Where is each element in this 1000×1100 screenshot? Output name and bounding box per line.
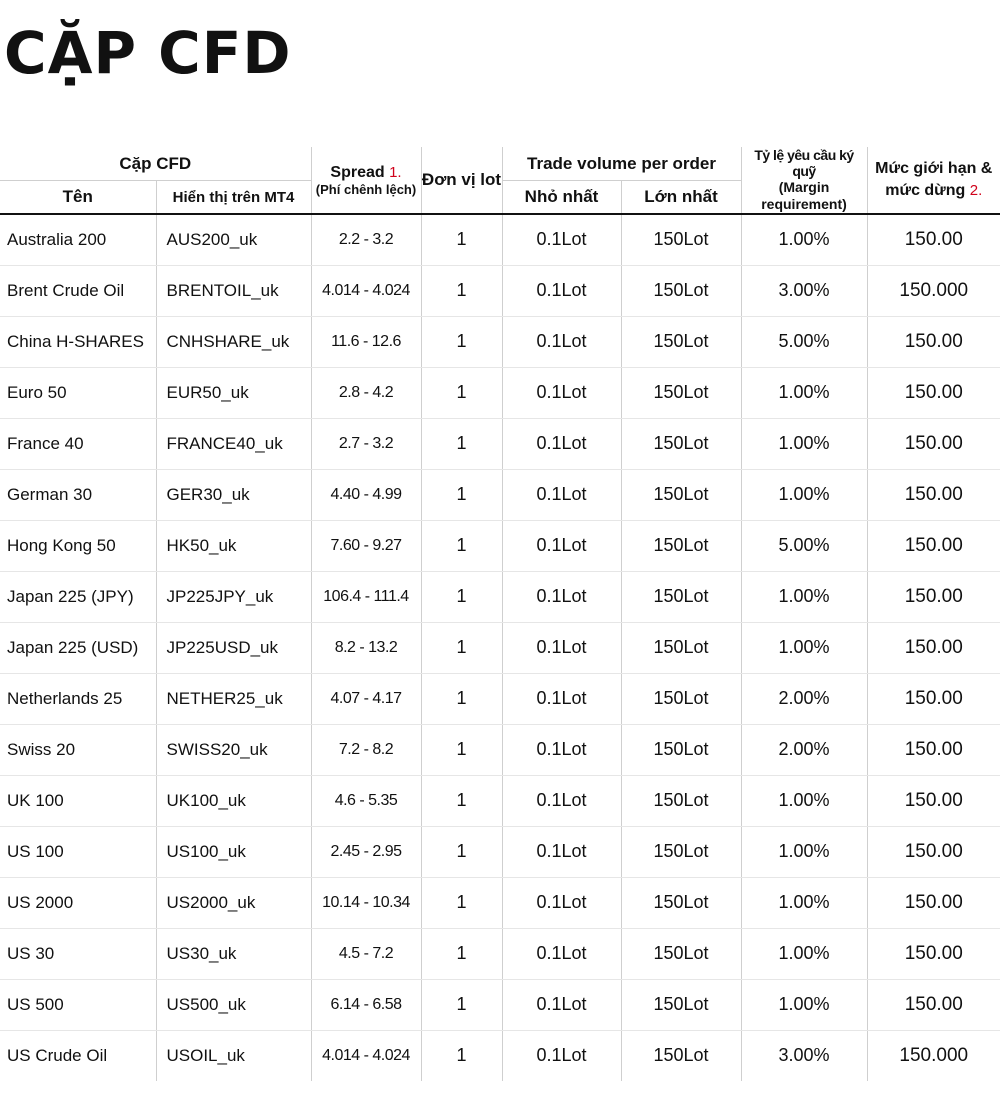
cell-lot-unit: 1 [421,877,502,928]
header-limit-stop [867,147,1000,214]
cell-spread: 2.7 - 3.2 [311,418,421,469]
cell-max-volume: 150Lot [621,724,741,775]
cell-limit-stop: 150.00 [867,418,1000,469]
cell-limit-stop: 150.00 [867,877,1000,928]
cell-mt4-symbol: US100_uk [156,826,311,877]
header-mt4-display: Hiển thị trên MT4 [156,181,311,215]
table-row [0,265,1000,316]
cell-max-volume: 150Lot [621,469,741,520]
cell-min-volume: 0.1Lot [502,979,621,1030]
cell-max-volume: 150Lot [621,928,741,979]
cell-min-volume: 0.1Lot [502,316,621,367]
cell-max-volume: 150Lot [621,265,741,316]
cell-margin: 5.00% [741,520,867,571]
table-row [0,469,1000,520]
table-header [0,147,1000,214]
cell-lot-unit: 1 [421,520,502,571]
cell-max-volume: 150Lot [621,520,741,571]
table-row [0,520,1000,571]
cell-spread: 4.40 - 4.99 [311,469,421,520]
cell-mt4-symbol: CNHSHARE_uk [156,316,311,367]
cell-margin: 1.00% [741,214,867,265]
cell-max-volume: 150Lot [621,673,741,724]
cell-max-volume: 150Lot [621,214,741,265]
cell-max-volume: 150Lot [621,622,741,673]
cell-name: Netherlands 25 [0,673,156,724]
cell-limit-stop: 150.00 [867,775,1000,826]
header-group-cfd-pair: Cặp CFD [0,147,311,181]
cell-margin: 5.00% [741,316,867,367]
header-spread-label: Spread [330,163,385,181]
cell-margin: 2.00% [741,724,867,775]
cell-spread: 4.5 - 7.2 [311,928,421,979]
cell-margin: 1.00% [741,469,867,520]
cell-margin: 1.00% [741,622,867,673]
table-row [0,979,1000,1030]
table-row [0,826,1000,877]
cell-lot-unit: 1 [421,673,502,724]
cell-lot-unit: 1 [421,367,502,418]
cell-lot-unit: 1 [421,928,502,979]
table-row [0,418,1000,469]
cell-min-volume: 0.1Lot [502,622,621,673]
cell-min-volume: 0.1Lot [502,520,621,571]
cell-limit-stop: 150.00 [867,520,1000,571]
cell-mt4-symbol: EUR50_uk [156,367,311,418]
cell-max-volume: 150Lot [621,367,741,418]
table-row [0,622,1000,673]
cell-limit-stop: 150.000 [867,265,1000,316]
cell-mt4-symbol: USOIL_uk [156,1030,311,1081]
cell-lot-unit: 1 [421,265,502,316]
cell-min-volume: 0.1Lot [502,265,621,316]
cell-max-volume: 150Lot [621,571,741,622]
cell-lot-unit: 1 [421,316,502,367]
cell-limit-stop: 150.00 [867,673,1000,724]
cell-name: US Crude Oil [7,1045,108,1065]
cell-limit-stop: 150.00 [867,826,1000,877]
cell-spread: 2.8 - 4.2 [311,367,421,418]
cell-spread: 4.014 - 4.024 [311,1030,421,1081]
cell-min-volume: 0.1Lot [502,826,621,877]
cell-lot-unit: 1 [421,469,502,520]
header-margin [741,147,867,214]
cell-max-volume: 150Lot [621,1030,741,1081]
table-row [0,775,1000,826]
cell-spread: 7.60 - 9.27 [311,520,421,571]
cell-name: Hong Kong 50 [0,520,156,571]
cell-max-volume: 150Lot [621,979,741,1030]
cell-limit-stop: 150.00 [867,571,1000,622]
cell-mt4-symbol: US500_uk [156,979,311,1030]
cell-min-volume: 0.1Lot [502,418,621,469]
cell-name: US 500 [0,979,156,1030]
page-title: CẶP CFD [4,19,292,87]
footnote-marker-2: 2. [969,182,983,199]
table-row [0,673,1000,724]
cell-lot-unit: 1 [421,214,502,265]
header-name: Tên [0,181,156,215]
cell-limit-stop: 150.00 [867,928,1000,979]
cell-min-volume: 0.1Lot [502,214,621,265]
cell-limit-stop: 150.00 [867,316,1000,367]
table-row [0,316,1000,367]
header-min-volume: Nhỏ nhất [502,181,621,215]
header-spread [311,147,421,214]
table-body [0,214,1000,1081]
cell-name: France 40 [0,418,156,469]
cell-lot-unit: 1 [421,622,502,673]
cell-min-volume: 0.1Lot [502,775,621,826]
cell-name: UK 100 [0,775,156,826]
cfd-pairs-table [0,147,1000,1081]
cell-min-volume: 0.1Lot [502,673,621,724]
cell-name: German 30 [0,469,156,520]
table-row [0,1030,1000,1081]
cell-mt4-symbol: NETHER25_uk [156,673,311,724]
cell-spread: 2.45 - 2.95 [311,826,421,877]
cell-margin: 1.00% [741,826,867,877]
cell-min-volume: 0.1Lot [502,571,621,622]
cell-name: Swiss 20 [0,724,156,775]
cell-margin: 1.00% [741,418,867,469]
cell-spread: 11.6 - 12.6 [311,316,421,367]
cell-limit-stop: 150.00 [867,469,1000,520]
table-row [0,877,1000,928]
cell-lot-unit: 1 [421,724,502,775]
cell-lot-unit: 1 [421,571,502,622]
cell-max-volume: 150Lot [621,316,741,367]
cell-margin: 3.00% [741,1030,867,1081]
cell-margin: 1.00% [741,928,867,979]
cell-mt4-symbol: UK100_uk [156,775,311,826]
cell-limit-stop: 150.00 [867,622,1000,673]
cell-max-volume: 150Lot [621,418,741,469]
header-limit-line2: mức dừng [885,182,966,199]
table-row [0,928,1000,979]
cell-mt4-symbol: JP225JPY_uk [156,571,311,622]
cell-limit-stop: 150.00 [867,214,1000,265]
cell-margin: 3.00% [741,265,867,316]
cell-max-volume: 150Lot [621,775,741,826]
header-margin-sub: (Margin requirement) [761,179,847,212]
header-margin-label: Tỷ lệ yêu cầu ký quỹ [754,147,854,179]
cell-margin: 2.00% [741,673,867,724]
cell-spread: 7.2 - 8.2 [311,724,421,775]
cell-spread: 4.6 - 5.35 [311,775,421,826]
cell-limit-stop: 150.00 [867,367,1000,418]
cell-spread: 8.2 - 13.2 [311,622,421,673]
cell-max-volume: 150Lot [621,877,741,928]
cell-min-volume: 0.1Lot [502,928,621,979]
header-spread-sub: (Phí chênh lệch) [315,181,417,197]
cell-name: Euro 50 [0,367,156,418]
cell-mt4-symbol: SWISS20_uk [156,724,311,775]
cell-min-volume: 0.1Lot [502,1030,621,1081]
cell-name: China H-SHARES [0,316,156,367]
cell-spread: 4.014 - 4.024 [311,265,421,316]
cell-name: US 2000 [0,877,156,928]
header-group-trade-volume: Trade volume per order [502,147,741,181]
cell-mt4-symbol: FRANCE40_uk [156,418,311,469]
cell-mt4-symbol: US2000_uk [156,877,311,928]
cell-lot-unit: 1 [421,775,502,826]
cell-name: US 30 [0,928,156,979]
cell-mt4-symbol: US30_uk [156,928,311,979]
table-row [0,571,1000,622]
table-row [0,367,1000,418]
cell-name: US 100 [0,826,156,877]
header-limit-line1: Mức giới hạn & [875,160,993,177]
cell-mt4-symbol: JP225USD_uk [156,622,311,673]
cell-spread: 6.14 - 6.58 [311,979,421,1030]
cell-min-volume: 0.1Lot [502,724,621,775]
cell-margin: 1.00% [741,367,867,418]
cell-margin: 1.00% [741,571,867,622]
cell-lot-unit: 1 [421,1030,502,1081]
cell-lot-unit: 1 [421,979,502,1030]
header-lot-unit: Đơn vị lot [421,147,502,214]
cell-spread: 106.4 - 111.4 [311,571,421,622]
cell-name: Japan 225 (JPY) [0,571,156,622]
cell-margin: 1.00% [741,979,867,1030]
cell-mt4-symbol: AUS200_uk [156,214,311,265]
table-row [0,214,1000,265]
cell-min-volume: 0.1Lot [502,877,621,928]
cell-name: Australia 200 [0,214,156,265]
cell-lot-unit: 1 [421,826,502,877]
cell-mt4-symbol: GER30_uk [156,469,311,520]
cell-limit-stop: 150.00 [867,724,1000,775]
cell-max-volume: 150Lot [621,826,741,877]
cell-mt4-symbol: BRENTOIL_uk [156,265,311,316]
cell-min-volume: 0.1Lot [502,469,621,520]
cell-mt4-symbol: HK50_uk [156,520,311,571]
cell-spread: 4.07 - 4.17 [311,673,421,724]
cell-spread: 2.2 - 3.2 [311,214,421,265]
cell-spread: 10.14 - 10.34 [311,877,421,928]
cell-name: Brent Crude Oil [0,265,156,316]
table-row [0,724,1000,775]
header-max-volume: Lớn nhất [621,181,741,215]
cell-limit-stop: 150.00 [867,979,1000,1030]
cell-limit-stop: 150.000 [867,1030,1000,1081]
cell-margin: 1.00% [741,775,867,826]
cell-min-volume: 0.1Lot [502,367,621,418]
cell-lot-unit: 1 [421,418,502,469]
footnote-marker-1: 1. [389,163,402,181]
cell-name: Japan 225 (USD) [0,622,156,673]
cell-margin: 1.00% [741,877,867,928]
